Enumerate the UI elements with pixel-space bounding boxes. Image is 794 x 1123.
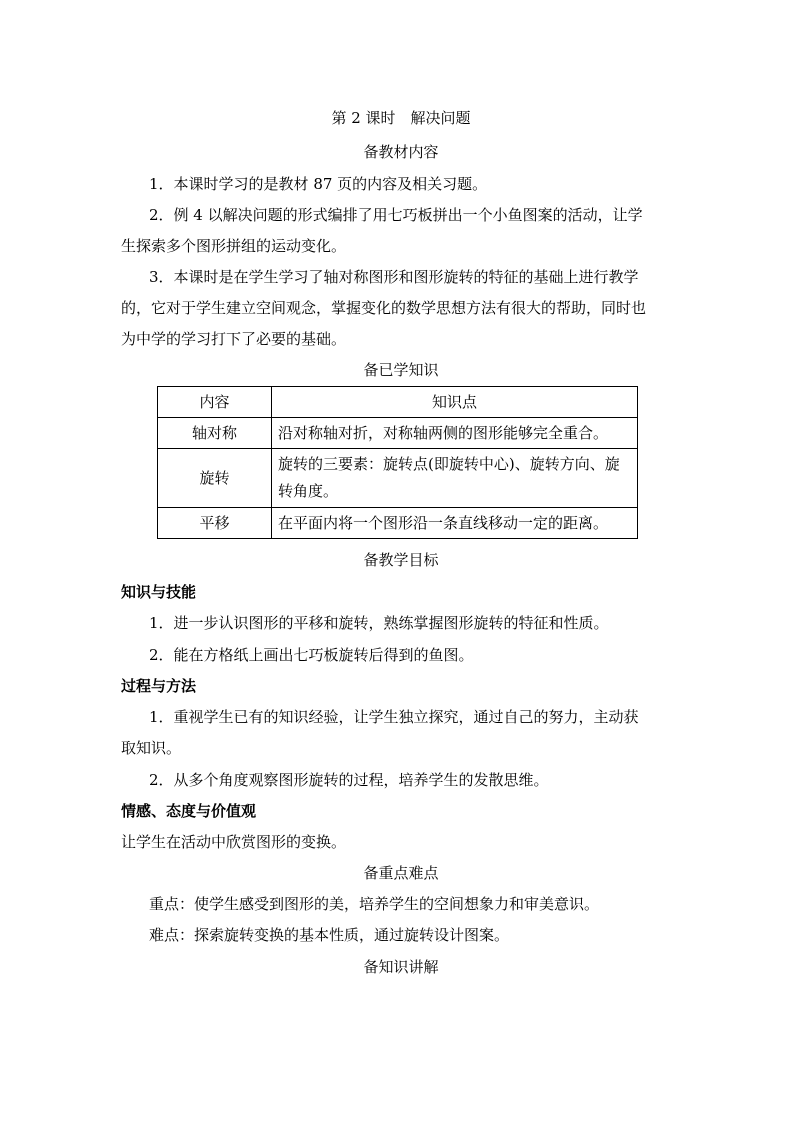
emotion-values-heading: 情感、态度与价值观 [121, 802, 257, 820]
emotion-goal-1: 让学生在活动中欣赏图形的变换。 [121, 833, 347, 851]
process-methods-heading: 过程与方法 [121, 677, 197, 695]
prior-knowledge-heading: 备已学知识 [363, 361, 439, 379]
table-cell-topic: 平移 [158, 508, 272, 539]
table-row [158, 449, 638, 508]
table-row [158, 508, 638, 539]
materials-paragraph-1: 1．本课时学习的是教材 87 页的内容及相关习题。 [149, 175, 488, 193]
table-header-point: 知识点 [272, 387, 638, 418]
table-header-row [158, 387, 638, 418]
knowledge-skills-heading: 知识与技能 [121, 583, 197, 601]
materials-heading: 备教材内容 [363, 143, 439, 161]
table-cell-point: 沿对称轴对折，对称轴两侧的图形能够完全重合。 [272, 418, 638, 449]
materials-paragraph-3-line-1: 3．本课时是在学生学习了轴对称图形和图形旋转的特征的基础上进行教学 [149, 268, 639, 286]
table-cell-topic: 轴对称 [158, 418, 272, 449]
process-goal-1-line-2: 取知识。 [121, 739, 182, 757]
prior-knowledge-table [157, 386, 638, 539]
table-cell-point: 旋转的三要素：旋转点(即旋转中心)、旋转方向、旋转角度。 [272, 449, 638, 508]
difficulty-point: 难点：探索旋转变换的基本性质，通过旋转设计图案。 [149, 926, 510, 944]
key-point: 重点：使学生感受到图形的美，培养学生的空间想象力和审美意识。 [149, 895, 600, 913]
table-header-topic: 内容 [158, 387, 272, 418]
materials-paragraph-3-line-3: 为中学的学习打下了必要的基础。 [121, 330, 347, 348]
table-row [158, 418, 638, 449]
materials-paragraph-2-line-1: 2．例 4 以解决问题的形式编排了用七巧板拼出一个小鱼图案的活动，让学 [149, 206, 643, 224]
knowledge-goal-1: 1．进一步认识图形的平移和旋转，熟练掌握图形旋转的特征和性质。 [149, 614, 609, 632]
table-cell-point: 在平面内将一个图形沿一条直线移动一定的距离。 [272, 508, 638, 539]
knowledge-goal-2: 2．能在方格纸上画出七巧板旋转后得到的鱼图。 [149, 646, 474, 664]
materials-paragraph-3-line-2: 的，它对于学生建立空间观念，掌握变化的数学思想方法有很大的帮助，同时也 [121, 299, 647, 317]
explain-heading: 备知识讲解 [363, 958, 439, 976]
process-goal-2: 2．从多个角度观察图形旋转的过程，培养学生的发散思维。 [149, 771, 549, 789]
table-cell-topic: 旋转 [158, 449, 272, 508]
goals-heading: 备教学目标 [363, 551, 439, 569]
process-goal-1-line-1: 1．重视学生已有的知识经验，让学生独立探究，通过自己的努力，主动获 [149, 708, 639, 726]
key-difficulty-heading: 备重点难点 [363, 864, 439, 882]
lesson-title: 第 2 课时 解决问题 [331, 109, 471, 127]
materials-paragraph-2-line-2: 生探索多个图形拼组的运动变化。 [121, 237, 347, 255]
